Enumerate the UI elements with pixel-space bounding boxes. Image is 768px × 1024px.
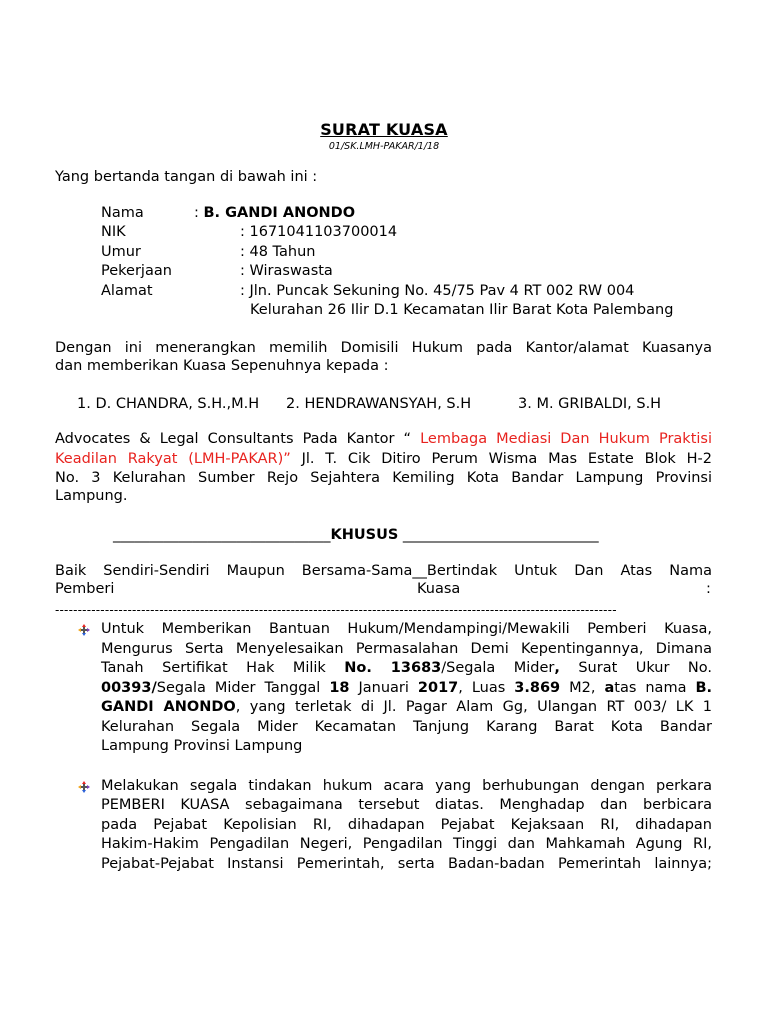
- intro-text: Yang bertanda tangan di bawah ini :: [55, 169, 318, 185]
- bullet-arrows-icon: [78, 624, 90, 636]
- domicile-line2: dan memberikan Kuasa Sepenuhnya kepada :: [55, 358, 389, 374]
- identity-label-umur: Umur: [101, 244, 141, 260]
- bullet-arrows-icon: [78, 781, 90, 793]
- identity-label-alamat: Alamat: [101, 283, 153, 299]
- item1-line2: Mengurus Serta Menyelesaikan Permasalahan Demi Kepentingannya, Dimana: [101, 641, 712, 657]
- acting-line2-kuasa: Kuasa: [417, 581, 461, 597]
- item1-line1: Untuk Memberikan Bantuan Hukum/Mendampingi/Mewakili Pemberi Kuasa,: [101, 621, 712, 637]
- item1-line4: 00393/Segala Mider Tanggal 18 Januari 2017, Luas 3.869 M2, atas nama B.: [101, 680, 713, 696]
- khusus-label: KHUSUS: [330, 527, 399, 543]
- acting-line2-pemberi: Pemberi: [55, 581, 115, 597]
- identity-value-alamat: : Jln. Puncak Sekuning No. 45/75 Pav 4 RT 002 RW 004: [240, 283, 635, 299]
- identity-value-nik: : 1671041103700014: [240, 224, 398, 240]
- item2-line5: Pejabat-Pejabat Instansi Pemerintah, serta Badan-badan Pemerintah lainnya;: [101, 856, 712, 872]
- item1-line6: Kelurahan Segala Mider Kecamatan Tanjung Karang Barat Kota Bandar: [101, 719, 712, 735]
- identity-value-pekerjaan: : Wiraswasta: [240, 263, 333, 279]
- item1-line7: Lampung Provinsi Lampung: [101, 738, 303, 754]
- identity-label-pekerjaan: Pekerjaan: [101, 263, 172, 279]
- item1-line5: GANDI ANONDO, yang terletak di Jl. Pagar Alam Gg, Ulangan RT 003/ LK 1: [101, 699, 712, 715]
- item2-line4: Hakim-Hakim Pengadilan Negeri, Pengadilan Tinggi dan Mahkamah Agung RI,: [101, 836, 712, 852]
- identity-value-umur: : 48 Tahun: [240, 244, 316, 260]
- identity-value-nama: : B. GANDI ANONDO: [194, 205, 356, 221]
- acting-line1: Baik Sendiri-Sendiri Maupun Bersama-Sama__Bertindak Untuk Dan Atas Nama: [55, 563, 712, 579]
- document-title: SURAT KUASA: [320, 120, 448, 139]
- office-line2: Keadilan Rakyat (LMH-PAKAR)” Jl. T. Cik Ditiro Perum Wisma Mas Estate Blok H-2: [55, 451, 712, 467]
- identity-label-nik: NIK: [101, 224, 126, 240]
- item1-line3: Tanah Sertifikat Hak Milik No. 13683/Segala Mider, Surat Ukur No.: [101, 660, 712, 676]
- attorney-3: 3. M. GRIBALDI, S.H: [518, 396, 662, 412]
- identity-value-alamat-line2: Kelurahan 26 Ilir D.1 Kecamatan Ilir Barat Kota Palembang: [250, 302, 674, 318]
- item2-line2: PEMBERI KUASA sebagaimana tersebut diatas. Menghadap dan berbicara: [101, 797, 712, 813]
- office-line3: No. 3 Kelurahan Sumber Rejo Sejahtera Kemiling Kota Bandar Lampung Provinsi: [55, 470, 712, 486]
- dashed-separator: ----------------------------------------------------------------------------------------------------------------------------: [55, 603, 617, 617]
- office-line1: Advocates & Legal Consultants Pada Kantor “ Lembaga Mediasi Dan Hukum Praktisi: [55, 431, 712, 447]
- identity-label-nama: Nama: [101, 205, 144, 221]
- item2-line1: Melakukan segala tindakan hukum acara yang berhubungan dengan perkara: [101, 778, 712, 794]
- attorney-1: 1. D. CHANDRA, S.H.,M.H: [77, 396, 260, 412]
- document-number: 01/SK.LMH-PAKAR/1/18: [328, 141, 440, 152]
- office-line4: Lampung.: [55, 488, 128, 504]
- item2-line3: pada Pejabat Kepolisian RI, dihadapan Pejabat Kejaksaan RI, dihadapan: [101, 817, 712, 833]
- khusus-heading: ______________________________KHUSUS ___________________________: [113, 527, 599, 543]
- acting-line2-colon: :: [706, 581, 711, 597]
- domicile-line1: Dengan ini menerangkan memilih Domisili Hukum pada Kantor/alamat Kuasanya: [55, 340, 712, 356]
- attorney-2: 2. HENDRAWANSYAH, S.H: [286, 396, 472, 412]
